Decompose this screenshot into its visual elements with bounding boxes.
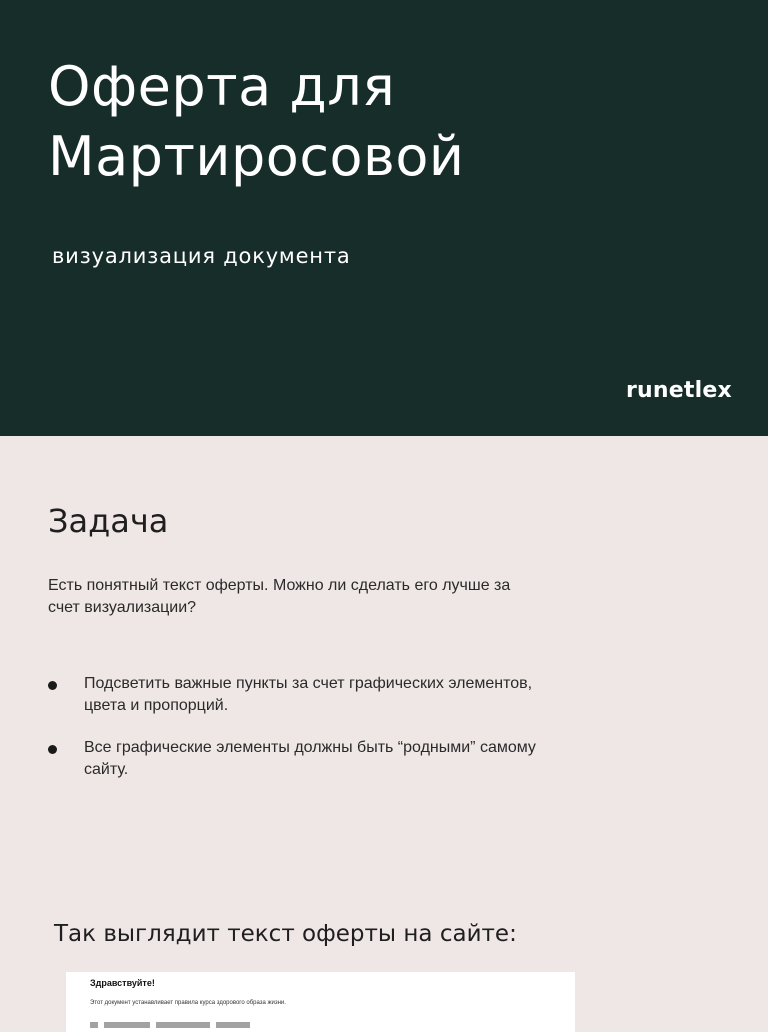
document-title-line: Мартиросовой (48, 125, 465, 188)
task-bullet-text: Все графические элементы должны быть “родными” самому сайту. (84, 739, 536, 778)
hero-banner (0, 0, 768, 436)
task-heading: Задача (48, 502, 169, 540)
task-intro: Есть понятный текст оферты. Можно ли сделать его лучше за счет визуализации? (48, 577, 511, 616)
bullet-icon (48, 681, 57, 690)
document-title (48, 52, 688, 192)
task-bullet-item (48, 737, 548, 781)
site-offer-preview (66, 972, 575, 1032)
task-bullet-text: Подсветить важные пункты за счет графических элементов, цвета и пропорций. (84, 675, 533, 714)
document-subtitle: визуализация документа (52, 244, 351, 268)
site-preview-heading: Так выглядит текст оферты на сайте: (54, 921, 517, 947)
task-bullet-item (48, 673, 548, 717)
document-title-line: Оферта для (48, 55, 396, 118)
preview-greeting: Здравствуйте! (90, 978, 155, 988)
preview-text: Этот документ устанавливает правила курса здорового образа жизни. (90, 1000, 286, 1006)
cropped-text-line (90, 1022, 250, 1028)
task-bullet-list (48, 673, 548, 801)
bullet-icon (48, 745, 57, 754)
runetlex-logo: runetlex (626, 378, 732, 403)
